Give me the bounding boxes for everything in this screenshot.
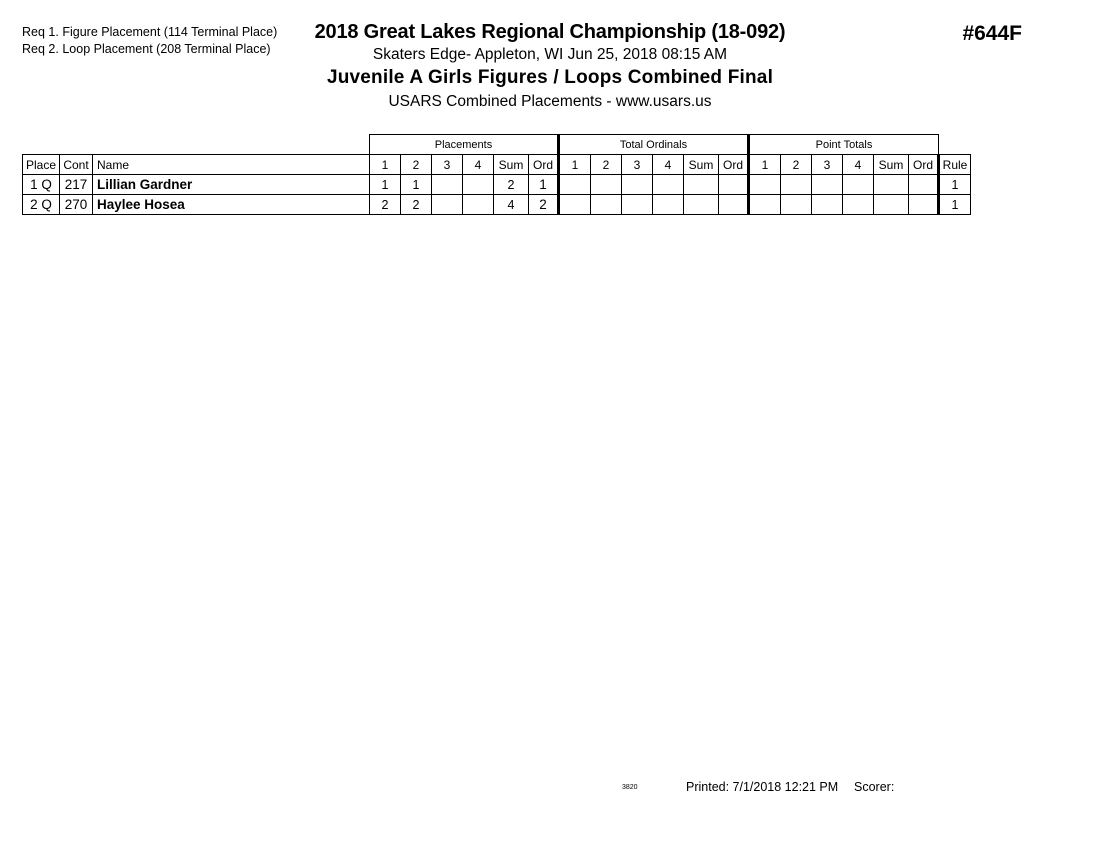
subtitle: USARS Combined Placements - www.usars.us [388,93,712,110]
cell-points-4 [843,175,874,195]
requirement-prefix: Req [22,25,45,39]
requirement-text: Loop Placement (208 Terminal Place) [62,42,271,56]
cell-ordinal-2 [591,195,622,215]
printed-timestamp: Printed: 7/1/2018 12:21 PM [686,780,839,794]
cell-points-1 [749,195,781,215]
cell-ordinal-1 [559,175,591,195]
cell-cont: 270 [60,195,93,215]
col-ordinal-judge-3: 3 [622,155,653,175]
cell-points-sum [874,175,909,195]
requirement-number: 2. [48,42,59,56]
event-title: Juvenile A Girls Figures / Loops Combined Final [326,67,774,88]
col-placement-judge-2: 2 [401,155,432,175]
cell-points-sum [874,195,909,215]
col-cont: Cont [60,155,93,175]
cell-points-2 [781,195,812,215]
cell-ordinal-1 [559,195,591,215]
cell-rule: 1 [939,195,971,215]
spacer-cell [60,135,93,155]
venue-datetime: Skaters Edge- Appleton, WI Jun 25, 2018 08:15 AM [372,46,728,63]
footer-code: 3820 [622,784,638,791]
event-number: #644F [962,22,1022,45]
col-rule: Rule [939,155,971,175]
col-ordinal-judge-4: 4 [653,155,684,175]
cell-ordinal-ord [719,195,749,215]
col-ordinal-sum: Sum [684,155,719,175]
col-place: Place [23,155,60,175]
cell-points-3 [812,175,843,195]
cell-points-4 [843,195,874,215]
cell-placement-ord: 1 [529,175,559,195]
scorer-label: Scorer: [854,780,895,794]
cell-cont: 217 [60,175,93,195]
requirement-text: Figure Placement (114 Terminal Place) [62,25,278,39]
col-placement-judge-1: 1 [370,155,401,175]
cell-placement-3 [432,175,463,195]
table-row [23,195,971,215]
col-ordinal-judge-2: 2 [591,155,622,175]
spacer-cell [93,135,370,155]
results-table [22,134,971,215]
col-name: Name [93,155,370,175]
table-row [23,175,971,195]
cell-ordinal-4 [653,175,684,195]
cell-ordinal-ord [719,175,749,195]
cell-points-3 [812,195,843,215]
cell-placement-1: 1 [370,175,401,195]
group-header-point-totals: Point Totals [749,135,939,155]
cell-points-ord [909,195,939,215]
cell-points-2 [781,175,812,195]
col-points-sum: Sum [874,155,909,175]
cell-name: Lillian Gardner [93,175,370,195]
cell-ordinal-sum [684,195,719,215]
cell-name: Haylee Hosea [93,195,370,215]
group-header-row [23,135,971,155]
requirement-prefix: Req [22,42,45,56]
cell-ordinal-sum [684,175,719,195]
cell-rule: 1 [939,175,971,195]
cell-ordinal-3 [622,175,653,195]
cell-place: 1 Q [23,175,60,195]
competition-title: 2018 Great Lakes Regional Championship (18-092) [314,21,786,43]
group-header-placements: Placements [370,135,559,155]
cell-ordinal-2 [591,175,622,195]
group-header-total-ordinals: Total Ordinals [559,135,749,155]
col-placement-judge-4: 4 [463,155,494,175]
col-ordinal-ord: Ord [719,155,749,175]
cell-placement-4 [463,175,494,195]
col-points-ord: Ord [909,155,939,175]
column-header-row [23,155,971,175]
col-points-judge-4: 4 [843,155,874,175]
spacer-cell [939,135,971,155]
cell-place: 2 Q [23,195,60,215]
col-placement-judge-3: 3 [432,155,463,175]
col-placement-sum: Sum [494,155,529,175]
cell-points-ord [909,175,939,195]
requirement-number: 1. [48,25,59,39]
col-points-judge-1: 1 [749,155,781,175]
spacer-cell [23,135,60,155]
cell-placement-4 [463,195,494,215]
col-ordinal-judge-1: 1 [559,155,591,175]
cell-placement-sum: 2 [494,175,529,195]
cell-ordinal-3 [622,195,653,215]
cell-placement-2: 1 [401,175,432,195]
col-placement-ord: Ord [529,155,559,175]
cell-points-1 [749,175,781,195]
cell-placement-3 [432,195,463,215]
title-block [0,20,1100,113]
cell-placement-2: 2 [401,195,432,215]
results-sheet [22,134,971,215]
cell-ordinal-4 [653,195,684,215]
cell-placement-1: 2 [370,195,401,215]
cell-placement-ord: 2 [529,195,559,215]
col-points-judge-3: 3 [812,155,843,175]
cell-placement-sum: 4 [494,195,529,215]
col-points-judge-2: 2 [781,155,812,175]
